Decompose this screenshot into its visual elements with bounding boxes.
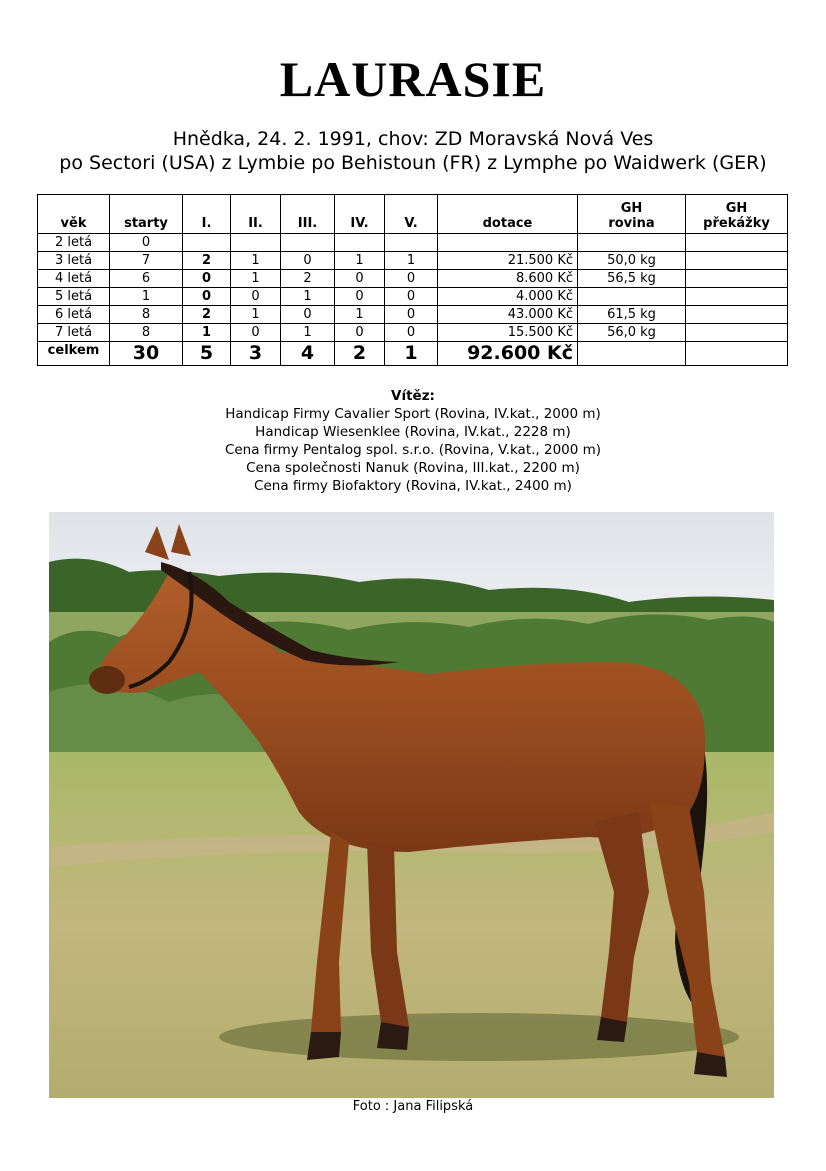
cell-third: 1: [281, 288, 335, 306]
cell-fourth: 1: [335, 306, 385, 324]
total-fourth: 2: [335, 342, 385, 366]
cell-gh-jump: [686, 270, 788, 288]
cell-second: [231, 234, 281, 252]
winner-item: Handicap Wiesenklee (Rovina, IV.kat., 2228 m): [255, 424, 571, 440]
total-third: 4: [281, 342, 335, 366]
winner-item: Cena firmy Biofaktory (Rovina, IV.kat., 2400 m): [254, 478, 572, 494]
header-starts: starty: [110, 195, 183, 234]
header-second: II.: [231, 195, 281, 234]
cell-fourth: 0: [335, 324, 385, 342]
header-fifth: V.: [385, 195, 438, 234]
cell-prize: 15.500 Kč: [438, 324, 578, 342]
cell-fifth: 0: [385, 324, 438, 342]
horse-name-title: LAURASIE: [279, 51, 547, 107]
horse-photo: [49, 512, 774, 1098]
cell-prize: 21.500 Kč: [438, 252, 578, 270]
cell-gh-jump: [686, 288, 788, 306]
cell-gh-flat: [578, 288, 686, 306]
cell-gh-jump: [686, 324, 788, 342]
header-prize: dotace: [438, 195, 578, 234]
cell-prize: 4.000 Kč: [438, 288, 578, 306]
header-gh-jump: [686, 195, 788, 234]
cell-age: 6 letá: [38, 306, 110, 324]
cell-fifth: [385, 234, 438, 252]
cell-third: 2: [281, 270, 335, 288]
cell-starts: 7: [110, 252, 183, 270]
cell-second: 0: [231, 288, 281, 306]
cell-fifth: 0: [385, 306, 438, 324]
table-row: [38, 234, 788, 252]
cell-first: 1: [183, 324, 231, 342]
cell-fifth: 1: [385, 252, 438, 270]
cell-age: 4 letá: [38, 270, 110, 288]
cell-gh-flat: [578, 234, 686, 252]
cell-second: 0: [231, 324, 281, 342]
photo-caption: Foto : Jana Filipská: [352, 1099, 474, 1114]
cell-gh-jump: [686, 252, 788, 270]
cell-gh-jump: [686, 234, 788, 252]
cell-second: 1: [231, 270, 281, 288]
total-label: celkem: [38, 342, 110, 366]
cell-starts: 8: [110, 306, 183, 324]
cell-second: 1: [231, 306, 281, 324]
total-fifth: 1: [385, 342, 438, 366]
table-row: [38, 288, 788, 306]
total-starts: 30: [110, 342, 183, 366]
header-gh-jump-line2: překážky: [703, 216, 770, 231]
table-total-row: [38, 342, 788, 366]
header-third: III.: [281, 195, 335, 234]
racing-stats-table: [37, 194, 788, 366]
horse-shadow: [219, 1013, 739, 1061]
header-age: věk: [38, 195, 110, 234]
cell-prize: 8.600 Kč: [438, 270, 578, 288]
cell-first: 0: [183, 270, 231, 288]
muzzle: [89, 666, 125, 694]
winner-item: Handicap Firmy Cavalier Sport (Rovina, IV.kat., 2000 m): [225, 406, 601, 422]
cell-third: 1: [281, 324, 335, 342]
cell-fifth: 0: [385, 288, 438, 306]
table-row: [38, 324, 788, 342]
cell-age: 3 letá: [38, 252, 110, 270]
table-row: [38, 270, 788, 288]
winner-item: Cena firmy Pentalog spol. s.r.o. (Rovina, V.kat., 2000 m): [224, 442, 602, 458]
cell-age: 5 letá: [38, 288, 110, 306]
total-first: 5: [183, 342, 231, 366]
cell-gh-flat: 61,5 kg: [578, 306, 686, 324]
cell-fourth: [335, 234, 385, 252]
cell-first: 0: [183, 288, 231, 306]
total-second: 3: [231, 342, 281, 366]
total-gh-jump: [686, 342, 788, 366]
cell-third: [281, 234, 335, 252]
header-gh-flat-line2: rovina: [608, 216, 655, 231]
cell-fifth: 0: [385, 270, 438, 288]
header-gh-jump-line1: GH: [725, 201, 748, 216]
cell-fourth: 0: [335, 270, 385, 288]
header-gh-flat: [578, 195, 686, 234]
cell-third: 0: [281, 252, 335, 270]
cell-gh-flat: 56,5 kg: [578, 270, 686, 288]
cell-age: 2 letá: [38, 234, 110, 252]
cell-first: [183, 234, 231, 252]
cell-starts: 6: [110, 270, 183, 288]
header-gh-flat-line1: GH: [620, 201, 643, 216]
cell-first: 2: [183, 306, 231, 324]
winner-item: Cena společnosti Nanuk (Rovina, III.kat., 2200 m): [246, 460, 580, 476]
cell-starts: 1: [110, 288, 183, 306]
total-prize: 92.600 Kč: [438, 342, 578, 366]
cell-third: 0: [281, 306, 335, 324]
total-gh-flat: [578, 342, 686, 366]
table-row: [38, 306, 788, 324]
cell-fourth: 1: [335, 252, 385, 270]
cell-gh-flat: 56,0 kg: [578, 324, 686, 342]
cell-second: 1: [231, 252, 281, 270]
horse-info-line: Hnědka, 24. 2. 1991, chov: ZD Moravská Nová Ves: [172, 128, 654, 150]
cell-starts: 8: [110, 324, 183, 342]
table-row: [38, 252, 788, 270]
pedigree-line: po Sectori (USA) z Lymbie po Behistoun (FR) z Lymphe po Waidwerk (GER): [59, 152, 767, 174]
cell-prize: [438, 234, 578, 252]
cell-gh-jump: [686, 306, 788, 324]
cell-prize: 43.000 Kč: [438, 306, 578, 324]
winners-section: [0, 387, 826, 495]
winners-heading: Vítěz:: [391, 388, 435, 404]
cell-fourth: 0: [335, 288, 385, 306]
cell-first: 2: [183, 252, 231, 270]
cell-gh-flat: 50,0 kg: [578, 252, 686, 270]
header-first: I.: [183, 195, 231, 234]
header-fourth: IV.: [335, 195, 385, 234]
cell-age: 7 letá: [38, 324, 110, 342]
table-header-row: [38, 195, 788, 234]
cell-starts: 0: [110, 234, 183, 252]
